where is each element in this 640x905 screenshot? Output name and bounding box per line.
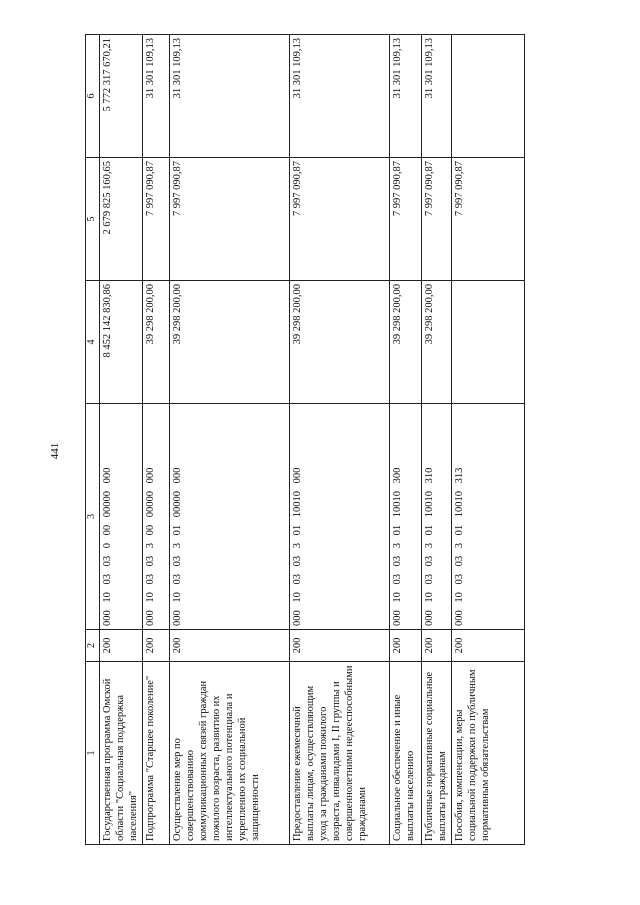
- header-cell-5: 5: [86, 158, 100, 281]
- row-classifier: 000 10 03 03 0 00 00000 000: [99, 404, 142, 630]
- rotated-table-wrapper: [85, 35, 525, 845]
- row-col4: [451, 281, 525, 404]
- row-name: Осуществление мер по совершенствованию коммуникационных связей граждан пожилого возраста, развитию их интеллектуального потенциала и укреплению их социальной защищенности: [169, 662, 289, 845]
- row-code: 200: [451, 630, 525, 662]
- row-col5: 2 679 825 160,65: [99, 158, 142, 281]
- row-col5: 7 997 090,87: [389, 158, 421, 281]
- table-row: [421, 35, 451, 845]
- row-col4: 39 298 200,00: [421, 281, 451, 404]
- row-col5: 7 997 090,87: [289, 158, 389, 281]
- budget-table: [85, 34, 525, 845]
- row-classifier: 000 10 03 03 3 01 10010 300: [389, 404, 421, 630]
- header-cell-4: 4: [86, 281, 100, 404]
- table-row: [99, 35, 142, 845]
- row-classifier: 000 10 03 03 3 00 00000 000: [142, 404, 169, 630]
- row-classifier: 000 10 03 03 3 01 10010 313: [451, 404, 525, 630]
- row-col5: 7 997 090,87: [421, 158, 451, 281]
- header-row: [86, 35, 100, 845]
- table-row: [142, 35, 169, 845]
- row-code: 200: [99, 630, 142, 662]
- row-col6: 31 301 109,13: [169, 35, 289, 158]
- row-name: Государственная программа Омской области "Социальная поддержка населения": [99, 662, 142, 845]
- row-classifier: 000 10 03 03 3 01 10010 000: [289, 404, 389, 630]
- row-col4: 39 298 200,00: [389, 281, 421, 404]
- row-name: Публичные нормативные социальные выплаты гражданам: [421, 662, 451, 845]
- row-name: Социальное обеспечение и иные выплаты населению: [389, 662, 421, 845]
- table-row: [169, 35, 289, 845]
- header-cell-2: 2: [86, 630, 100, 662]
- row-col6: 5 772 317 670,21: [99, 35, 142, 158]
- row-col5: 7 997 090,87: [142, 158, 169, 281]
- row-col5: 7 997 090,87: [451, 158, 525, 281]
- row-col6: 31 301 109,13: [421, 35, 451, 158]
- header-cell-6: 6: [86, 35, 100, 158]
- row-code: 200: [289, 630, 389, 662]
- table-row: [389, 35, 421, 845]
- row-col6: 31 301 109,13: [289, 35, 389, 158]
- row-col4: 39 298 200,00: [289, 281, 389, 404]
- row-name: Пособия, компенсации, меры социальной поддержки по публичным нормативным обязательствам: [451, 662, 525, 845]
- row-classifier: 000 10 03 03 3 01 10010 310: [421, 404, 451, 630]
- row-code: 200: [389, 630, 421, 662]
- row-code: 200: [421, 630, 451, 662]
- row-col4: 8 452 142 830,86: [99, 281, 142, 404]
- table-row: [451, 35, 525, 845]
- header-cell-3: 3: [86, 404, 100, 630]
- row-col4: 39 298 200,00: [169, 281, 289, 404]
- row-col5: 7 997 090,87: [169, 158, 289, 281]
- table-row: [289, 35, 389, 845]
- page-number: 441: [49, 442, 61, 460]
- row-col4: 39 298 200,00: [142, 281, 169, 404]
- row-col6: [451, 35, 525, 158]
- row-name: Предоставление ежемесячной выплаты лицам, осуществляющим уход за гражданами пожилого возраста, инвалидами I, II группы и совершеннолетними недееспособными гражданами: [289, 662, 389, 845]
- row-name: Подпрограмма "Старшее поколение": [142, 662, 169, 845]
- row-classifier: 000 10 03 03 3 01 00000 000: [169, 404, 289, 630]
- row-col6: 31 301 109,13: [142, 35, 169, 158]
- header-cell-1: 1: [86, 662, 100, 845]
- row-code: 200: [169, 630, 289, 662]
- row-col6: 31 301 109,13: [389, 35, 421, 158]
- row-code: 200: [142, 630, 169, 662]
